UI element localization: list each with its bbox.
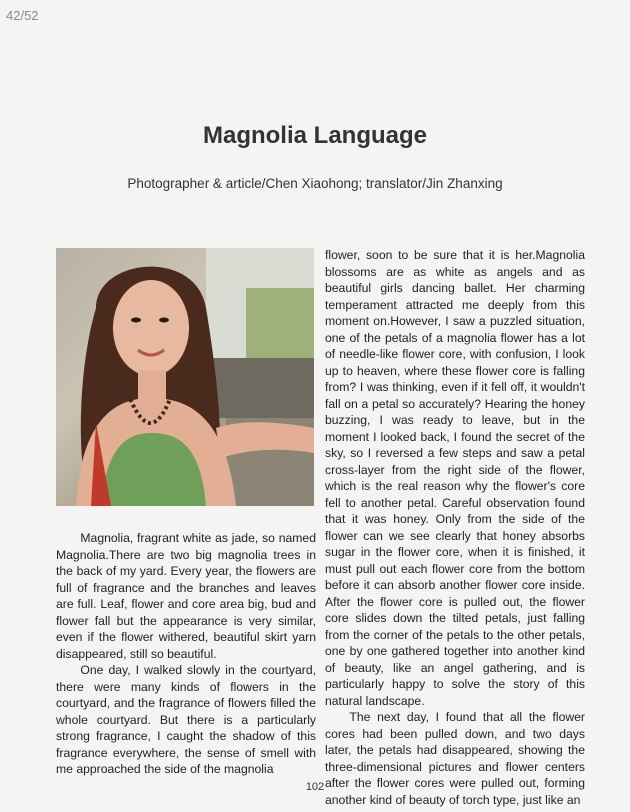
neck <box>138 370 166 400</box>
page-number: 102 <box>305 781 325 793</box>
paragraph: Magnolia, fragrant white as jade, so named Magnolia.There are two big magnolia trees in the back of my yard. Every year, the flowers are full of fragrance and the branches and leaves are full. Leaf, flower and core area big, bud and flower fall but the appearance is very similar, even if the flower withered, beautiful skirt yarn disappeared, still so beautiful. <box>56 531 316 661</box>
paragraph: The next day, I found that all the flower cores had been pulled down, and two days later, the petals had disappeared, showing the three-dimensional pictures and flower centers after the flower cores were pulled out, forming another kind of beauty of torch type, just like an <box>325 710 585 807</box>
portrait-photo <box>56 248 314 506</box>
paragraph: One day, I walked slowly in the courtyard, there were many kinds of flowers in the courtyard, and the fragrance of flowers filled the whole courtyard. But there is a particularly strong fragrance, I caught the shadow of this fragrance everywhere, the sense of smell with me approached the side of the magnolia <box>56 663 316 776</box>
right-eye <box>159 318 169 323</box>
left-text-column <box>56 530 316 778</box>
left-eye <box>131 318 141 323</box>
right-text-column <box>325 247 585 808</box>
face <box>113 280 189 376</box>
article-byline: Photographer & article/Chen Xiaohong; translator/Jin Zhanxing <box>127 176 503 191</box>
article-title: Magnolia Language <box>202 122 427 149</box>
paragraph: flower, soon to be sure that it is her.Magnolia blossoms are as white as angels and as beautiful girls dancing ballet. Her charming temperament attracted me deeply from this moment on.However, I saw a puzzled situation, one of the petals of a magnolia flower has a lot of needle-like flower core, with confusion, I look up to heaven, where these flower core is falling from? I was thinking, even if it fell off, it wouldn't fall on a petal so accurately? Hearing the honey buzzing, I was ready to leave, but in the moment I looked back, I found the secret of the sky, so I reversed a few steps and saw a petal cross-layer from the right side of the flower, which is the real reason why the flower's core fell to another petal. Careful observation found that it was honey. Only from the side of the flower can we see clearly that honey absorbs sugar in the flower core, when it is finished, it must pull out each flower core from the bottom before it can absorb another flower core inside. After the flower core is pulled out, the flower core slides down the tilted petals, just falling from the corner of the petals to the other petals, one by one gathered together into another kind of beauty, like an angel gathering, and is particularly happy to solve the story of this natural landscape. <box>325 248 585 708</box>
page-counter: 42/52 <box>6 8 39 23</box>
car-door <box>206 358 314 418</box>
window-greenery <box>246 288 314 358</box>
portrait-illustration <box>56 248 314 506</box>
